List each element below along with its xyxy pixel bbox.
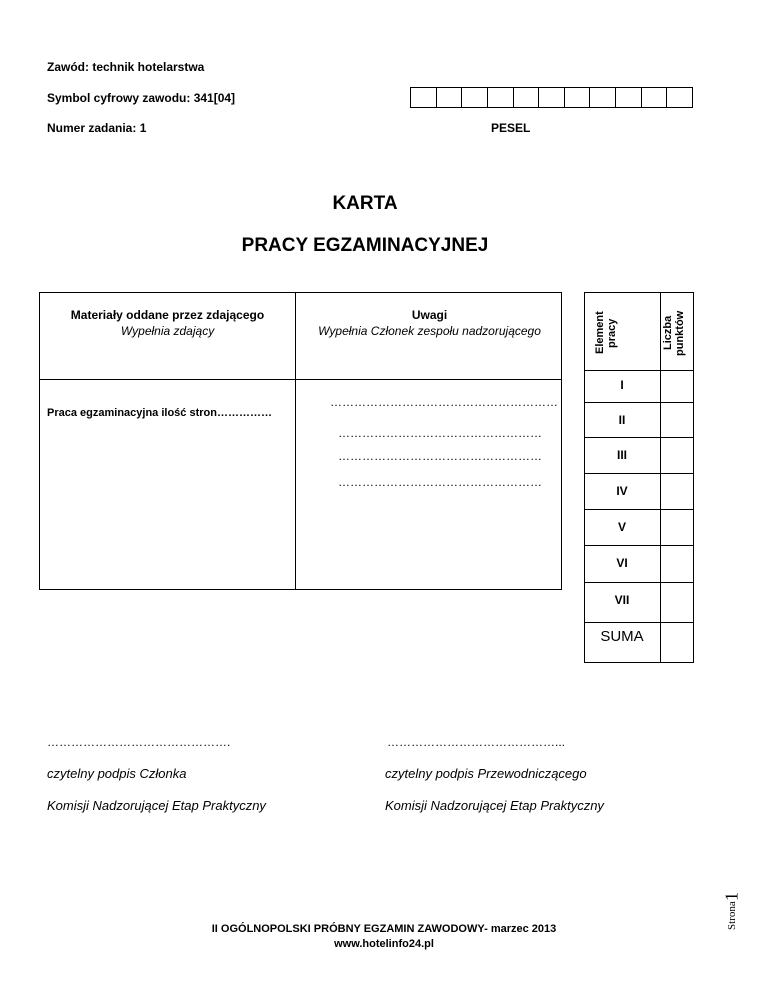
pesel-label: PESEL bbox=[491, 121, 531, 135]
col-materials-title: Materiały oddane przez zdającego bbox=[70, 308, 265, 322]
pesel-digit-box[interactable] bbox=[667, 88, 692, 107]
pesel-digit-box[interactable] bbox=[462, 88, 488, 107]
notes-line-2[interactable]: …………………………………………… bbox=[338, 426, 542, 440]
col-notes-sub: Wypełnia Członek zespołu nadzorującego bbox=[318, 324, 541, 338]
points-header: Liczba punktów bbox=[662, 310, 686, 356]
task-number-label: Numer zadania: 1 bbox=[47, 121, 147, 135]
title-karta: KARTA bbox=[332, 193, 398, 214]
pesel-digit-box[interactable] bbox=[514, 88, 540, 107]
pesel-digit-box[interactable] bbox=[642, 88, 668, 107]
page-indicator bbox=[722, 870, 742, 930]
pesel-digit-box[interactable] bbox=[411, 88, 437, 107]
score-grid bbox=[584, 292, 694, 663]
signature-line-chair[interactable]: ……………………………………... bbox=[387, 735, 566, 749]
element-row-label: VI bbox=[616, 556, 628, 570]
element-row-label: VII bbox=[614, 593, 630, 607]
signature-caption-member: czytelny podpis Członka bbox=[47, 766, 187, 781]
pesel-digit-box[interactable] bbox=[616, 88, 642, 107]
element-row-label: V bbox=[617, 520, 626, 534]
notes-line-4[interactable]: …………………………………………… bbox=[338, 475, 542, 489]
commission-caption-left: Komisji Nadzorującej Etap Praktyczny bbox=[47, 798, 266, 813]
element-row-label: IV bbox=[616, 484, 628, 498]
title-pracy: PRACY EGZAMINACYJNEJ bbox=[241, 235, 489, 256]
element-row-label: I bbox=[620, 378, 624, 392]
page-word: Strona bbox=[726, 901, 738, 930]
signature-line-member[interactable]: ………………………………………. bbox=[47, 735, 231, 749]
element-row-label: III bbox=[616, 448, 627, 462]
pesel-boxes[interactable] bbox=[410, 87, 693, 108]
sum-label: SUMA bbox=[600, 628, 644, 645]
pesel-digit-box[interactable] bbox=[590, 88, 616, 107]
notes-line-3[interactable]: …………………………………………… bbox=[338, 449, 542, 463]
materials-table bbox=[39, 292, 562, 590]
pesel-digit-box[interactable] bbox=[565, 88, 591, 107]
footer-exam-title: II OGÓLNOPOLSKI PRÓBNY EGZAMIN ZAWODOWY- marzec 2013 bbox=[211, 923, 557, 935]
element-header: Element pracy bbox=[594, 311, 618, 355]
element-row-label: II bbox=[618, 413, 626, 427]
footer-website: www.hotelinfo24.pl bbox=[334, 938, 434, 950]
pages-count-field[interactable]: Praca egzaminacyjna ilość stron…………… bbox=[47, 407, 272, 419]
notes-line-1[interactable]: ………………………………………………… bbox=[330, 395, 558, 409]
col-materials-sub: Wypełnia zdający bbox=[120, 324, 215, 338]
pesel-digit-box[interactable] bbox=[437, 88, 463, 107]
signature-caption-chair: czytelny podpis Przewodniczącego bbox=[385, 766, 587, 781]
commission-caption-right: Komisji Nadzorującej Etap Praktyczny bbox=[385, 798, 604, 813]
pesel-digit-box[interactable] bbox=[539, 88, 565, 107]
page-number: 1 bbox=[721, 892, 742, 902]
symbol-label: Symbol cyfrowy zawodu: 341[04] bbox=[47, 91, 236, 105]
profession-label: Zawód: technik hotelarstwa bbox=[47, 60, 205, 74]
pesel-digit-box[interactable] bbox=[488, 88, 514, 107]
col-notes-title: Uwagi bbox=[411, 308, 448, 322]
